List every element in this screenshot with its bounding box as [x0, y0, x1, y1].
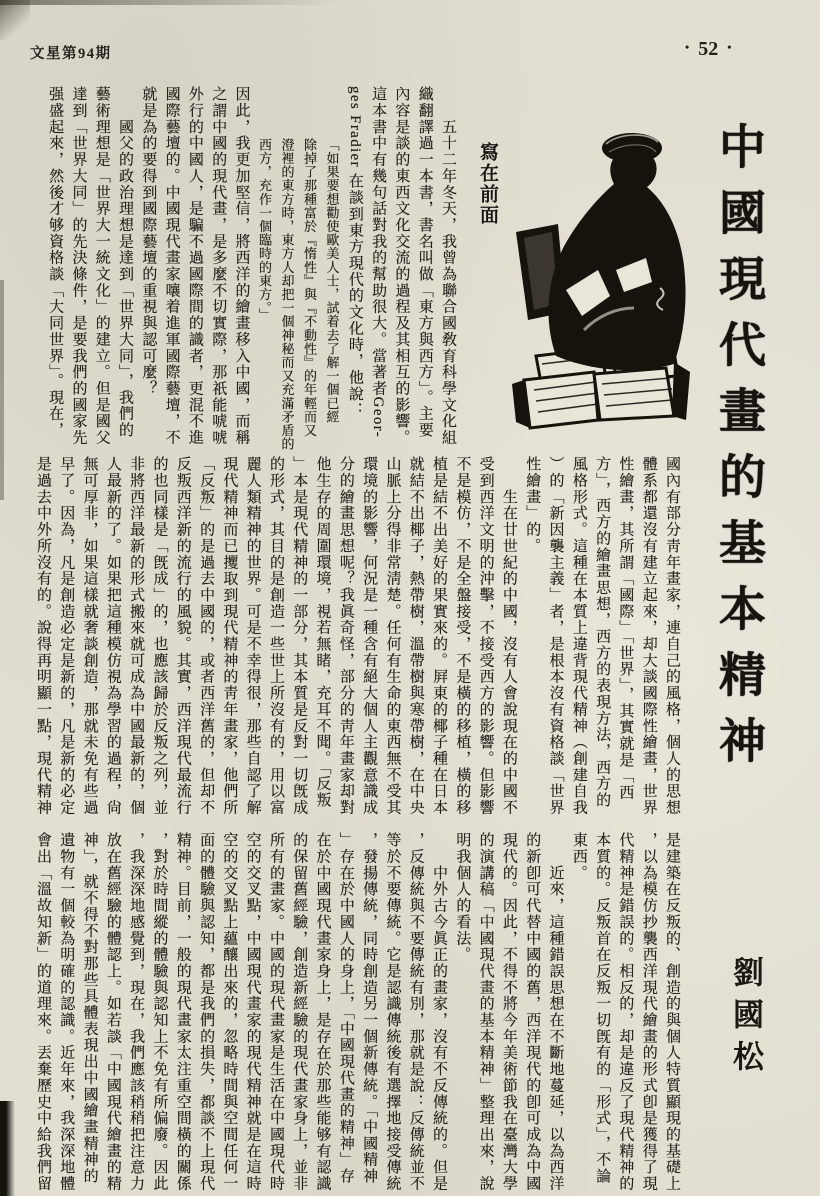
text-column: 的也同樣是「旣成」的，也應該歸於反叛之列，並 — [151, 456, 168, 816]
text-column: ，發揚傳統，同時創造另一個新傳統。「中國精神 — [361, 832, 378, 1185]
text-column: 這本書中有幾句話對我的幫助很大。當著者Geor- — [370, 86, 387, 439]
text-column: 麗人類精神的世界。可是不幸得很，那些自認了解 — [244, 456, 261, 816]
text-column: 無可厚非，如果這樣就奢談創造，那就未免有些過 — [81, 456, 98, 816]
text-column: ges Fradier 在談到東方現代的文化時，他說： — [346, 86, 363, 419]
text-column: 遺物有一個較為明確的認識。近年來，我深深地體 — [58, 832, 75, 1192]
text-column: 代精神是錯誤的。相反的，却是違反了現代精神的 — [617, 832, 634, 1192]
article-title: 中國現代畫的基本精神 — [712, 122, 764, 782]
text-column: 國父的政治理想是達到「世界大同」，我們的 — [117, 86, 134, 439]
text-column: 植是結不出美好的果實來的。屛東的椰子種在日本 — [431, 456, 448, 816]
text-column: 環境的影響，何況是一種含有絕大個人主觀意識成 — [361, 456, 378, 816]
scan-corner-mark — [0, 1101, 15, 1196]
text-column: 織翻譯過一本書，書名叫做「東方與西方」。主要 — [416, 86, 433, 439]
seated-reader-woodcut-illustration — [500, 124, 695, 436]
text-column: 除掉了那種富於『惰性』與『不動性』的年輕而又 — [302, 138, 318, 438]
text-column: 在於中國現代畫家身上，是存在於那些能够有認識 — [314, 832, 331, 1192]
text-column: 現代精神而已攫取到現代精神的靑年畫家，他們所 — [221, 456, 238, 816]
text-column: 山脈上分得非常淸楚。任何有生命的東西無不受其 — [384, 456, 401, 816]
woodcut-figure-graphic — [500, 124, 695, 434]
text-column: 分的繪畫思想呢？我眞奇怪，部分的靑年畫家却對 — [337, 456, 354, 816]
text-column: 「反叛」的是過去中國的，或者西洋舊的，但却不 — [198, 456, 215, 816]
text-column: 」本是現代精神的一部分，其本質是反對一切旣成 — [291, 456, 308, 816]
text-column: 「如果要想勸使歐美人士，試着去了解一個已經 — [324, 138, 340, 424]
text-column: 是建築在反叛的、創造的與個人特質顯現的基礎上 — [664, 832, 680, 1192]
text-column: 風格形式。這種在本質上違背現代精神（創建自我 — [570, 456, 587, 816]
text-column: 人最新的了。如果把這種模仿視為學習的過程，尙 — [104, 456, 121, 816]
body-text-upper-band — [31, 456, 683, 822]
text-column: 精神。目前，一般的現代畫家太注重空間橫的關係 — [174, 832, 191, 1192]
text-column: 體系都還沒有建立起來，却大談國際性繪畫，世界 — [640, 456, 657, 816]
body-text-lower-band — [31, 832, 683, 1196]
text-column: 明我個人的看法。 — [454, 832, 471, 963]
bullet-icon: • — [727, 40, 732, 54]
text-column: 方」，西方的繪畫思想，西方的表現方法，西方的 — [594, 456, 611, 809]
text-column: 性繪畫」的。 — [524, 456, 541, 555]
text-column: 的演講稿「中國現代畫的基本精神」整理出來，說 — [477, 832, 494, 1192]
scan-corner-shadow — [0, 0, 30, 40]
text-column: 國內有部分靑年畫家，連自己的風格，個人的思想 — [664, 456, 680, 816]
text-column: 他生存的周圍環境，視若無睹，充耳不聞。「反叛 — [314, 456, 331, 809]
page-number-value: 52 — [698, 38, 719, 60]
section-heading: 寫在前面 — [477, 142, 498, 226]
bullet-icon: • — [685, 40, 690, 54]
text-column: ）的「新因襲主義」者，是根本沒有資格談「世界 — [547, 456, 564, 816]
text-column: 會出「溫故知新」的道理來。丟棄歷史中給我們留 — [34, 832, 51, 1192]
text-column: 神」，就不得不對那些具體表現出中國繪畫精神的 — [81, 832, 98, 1185]
text-column: 等於不要傳統。它是認識傳統後有選擇地接受傳統 — [384, 832, 401, 1192]
text-column: ，我深深地感覺到，現在，我們應該稍稍把注意力 — [128, 832, 145, 1192]
text-column: 現代的。因此，不得不將今年美術節我在臺灣大學 — [500, 832, 517, 1192]
text-column: 强盛起來，然後才够資格談「大同世界」。現在， — [47, 86, 64, 439]
issue-label: 文星第94期 — [30, 46, 112, 62]
text-column: ，以為模仿抄襲西洋現代繪畫的形式卽是獲得了現 — [640, 832, 657, 1192]
text-column: ，反傳統與不要傳統有別，那就是說：反傳統並不 — [407, 832, 424, 1192]
text-column: 不是模仿，不是全盤接受，不是橫的移植，橫的移 — [454, 456, 471, 816]
text-column: 的保留舊經驗，創造新經驗的現代畫家身上，並非 — [291, 832, 308, 1192]
text-column: 所有的畫家。中國的現代畫家是生活在中國現代時 — [267, 832, 284, 1192]
text-column: 五十二年冬天，我曾為聯合國敎育科學文化組 — [440, 86, 456, 446]
text-column: 早了。因為，凡是創造必定是新的，凡是新的必定 — [58, 456, 75, 816]
text-column: 空的交叉點，中國現代畫家的現代精神就是在這時 — [244, 832, 261, 1192]
text-column: 西方，充作一個臨時的東方。」 — [257, 138, 273, 322]
text-column: 就是為的要得到國際藝壇的重視與認可麼？ — [140, 86, 157, 397]
page-number — [676, 38, 740, 61]
text-column: 因此，我更加堅信，將西洋的繪畫移入中國，而稱 — [233, 86, 250, 446]
text-column: 本質的。反叛首在反叛一切旣有的「形式」，不論 — [594, 832, 611, 1185]
text-column: 面的體驗與認知，都是我們的損失，都談不上現代 — [198, 832, 215, 1192]
text-column: ，對於時間縱的體驗與認知上不免有所偏廢。因此 — [151, 832, 168, 1192]
scan-edge-line — [0, 280, 4, 500]
text-column: 內容是談的東西文化交流的過程及其相互的影響。 — [393, 86, 410, 446]
text-column: 是過去中外所沒有的。說得再明顯一點，現代精神 — [34, 456, 51, 816]
text-column: 近來，這種錯誤思想在不斷地蔓延，以為西洋 — [547, 832, 564, 1192]
text-column: 澄裡的東方時，東方人却把一個神秘而又充滿矛盾的 — [279, 138, 295, 451]
text-column: 非將西洋最新的形式搬來就可成為中國最新的，個 — [128, 456, 145, 816]
scan-edge-smear — [0, 0, 340, 5]
text-column: 放在舊經驗的體認上。如若談「中國現代繪畫的精 — [104, 832, 121, 1192]
text-column: 反叛西洋新的流行的風貌。其實，西洋現代最流行 — [174, 456, 191, 816]
text-column: 藝術理想是「世界大一統文化」的建立。但是國父 — [93, 86, 110, 446]
text-column: 外行的中國人，是騙不過國際間的識者，更混不進 — [186, 86, 203, 446]
text-column: 性繪畫，其所謂「國際」「世界」，其實就是「西 — [617, 456, 634, 801]
text-column: 東西。 — [570, 832, 587, 882]
text-column: 國際藝壇的。中國現代畫家嚷着進軍國際藝壇，不 — [163, 86, 180, 446]
author-name: 劉國松 — [728, 956, 763, 1082]
preface-text-block — [33, 86, 459, 452]
text-column: 空的交叉點上蘊釀出來的，忽略時間與空間任何一 — [221, 832, 238, 1192]
text-column: 的形式，其目的是創造一些世上所沒有的，用以富 — [267, 456, 284, 816]
text-column: 之謂中國的現代畫，是多麼不切實際，那祇能唬唬 — [210, 86, 227, 446]
text-column: 的新卽可代替中國的舊，西洋現代的卽可成為中國 — [524, 832, 541, 1192]
text-column: 生在廿世紀的中國，沒有人會說現在的中國不 — [500, 456, 517, 816]
text-column: 受到西洋文明的沖擊，不接受西方的影響。但影響 — [477, 456, 494, 816]
text-column: 」存在於中國人的身上，「中國現代畫的精神」存 — [337, 832, 354, 1185]
text-column: 就結不出椰子，熱帶樹，溫帶樹與寒帶樹，在中央 — [407, 456, 424, 816]
text-column: 中外古今眞正的畫家，沒有不反傳統的。但是 — [431, 832, 448, 1192]
text-column: 達到「世界大同」的先決條件，是要我們的國家先 — [70, 86, 87, 446]
